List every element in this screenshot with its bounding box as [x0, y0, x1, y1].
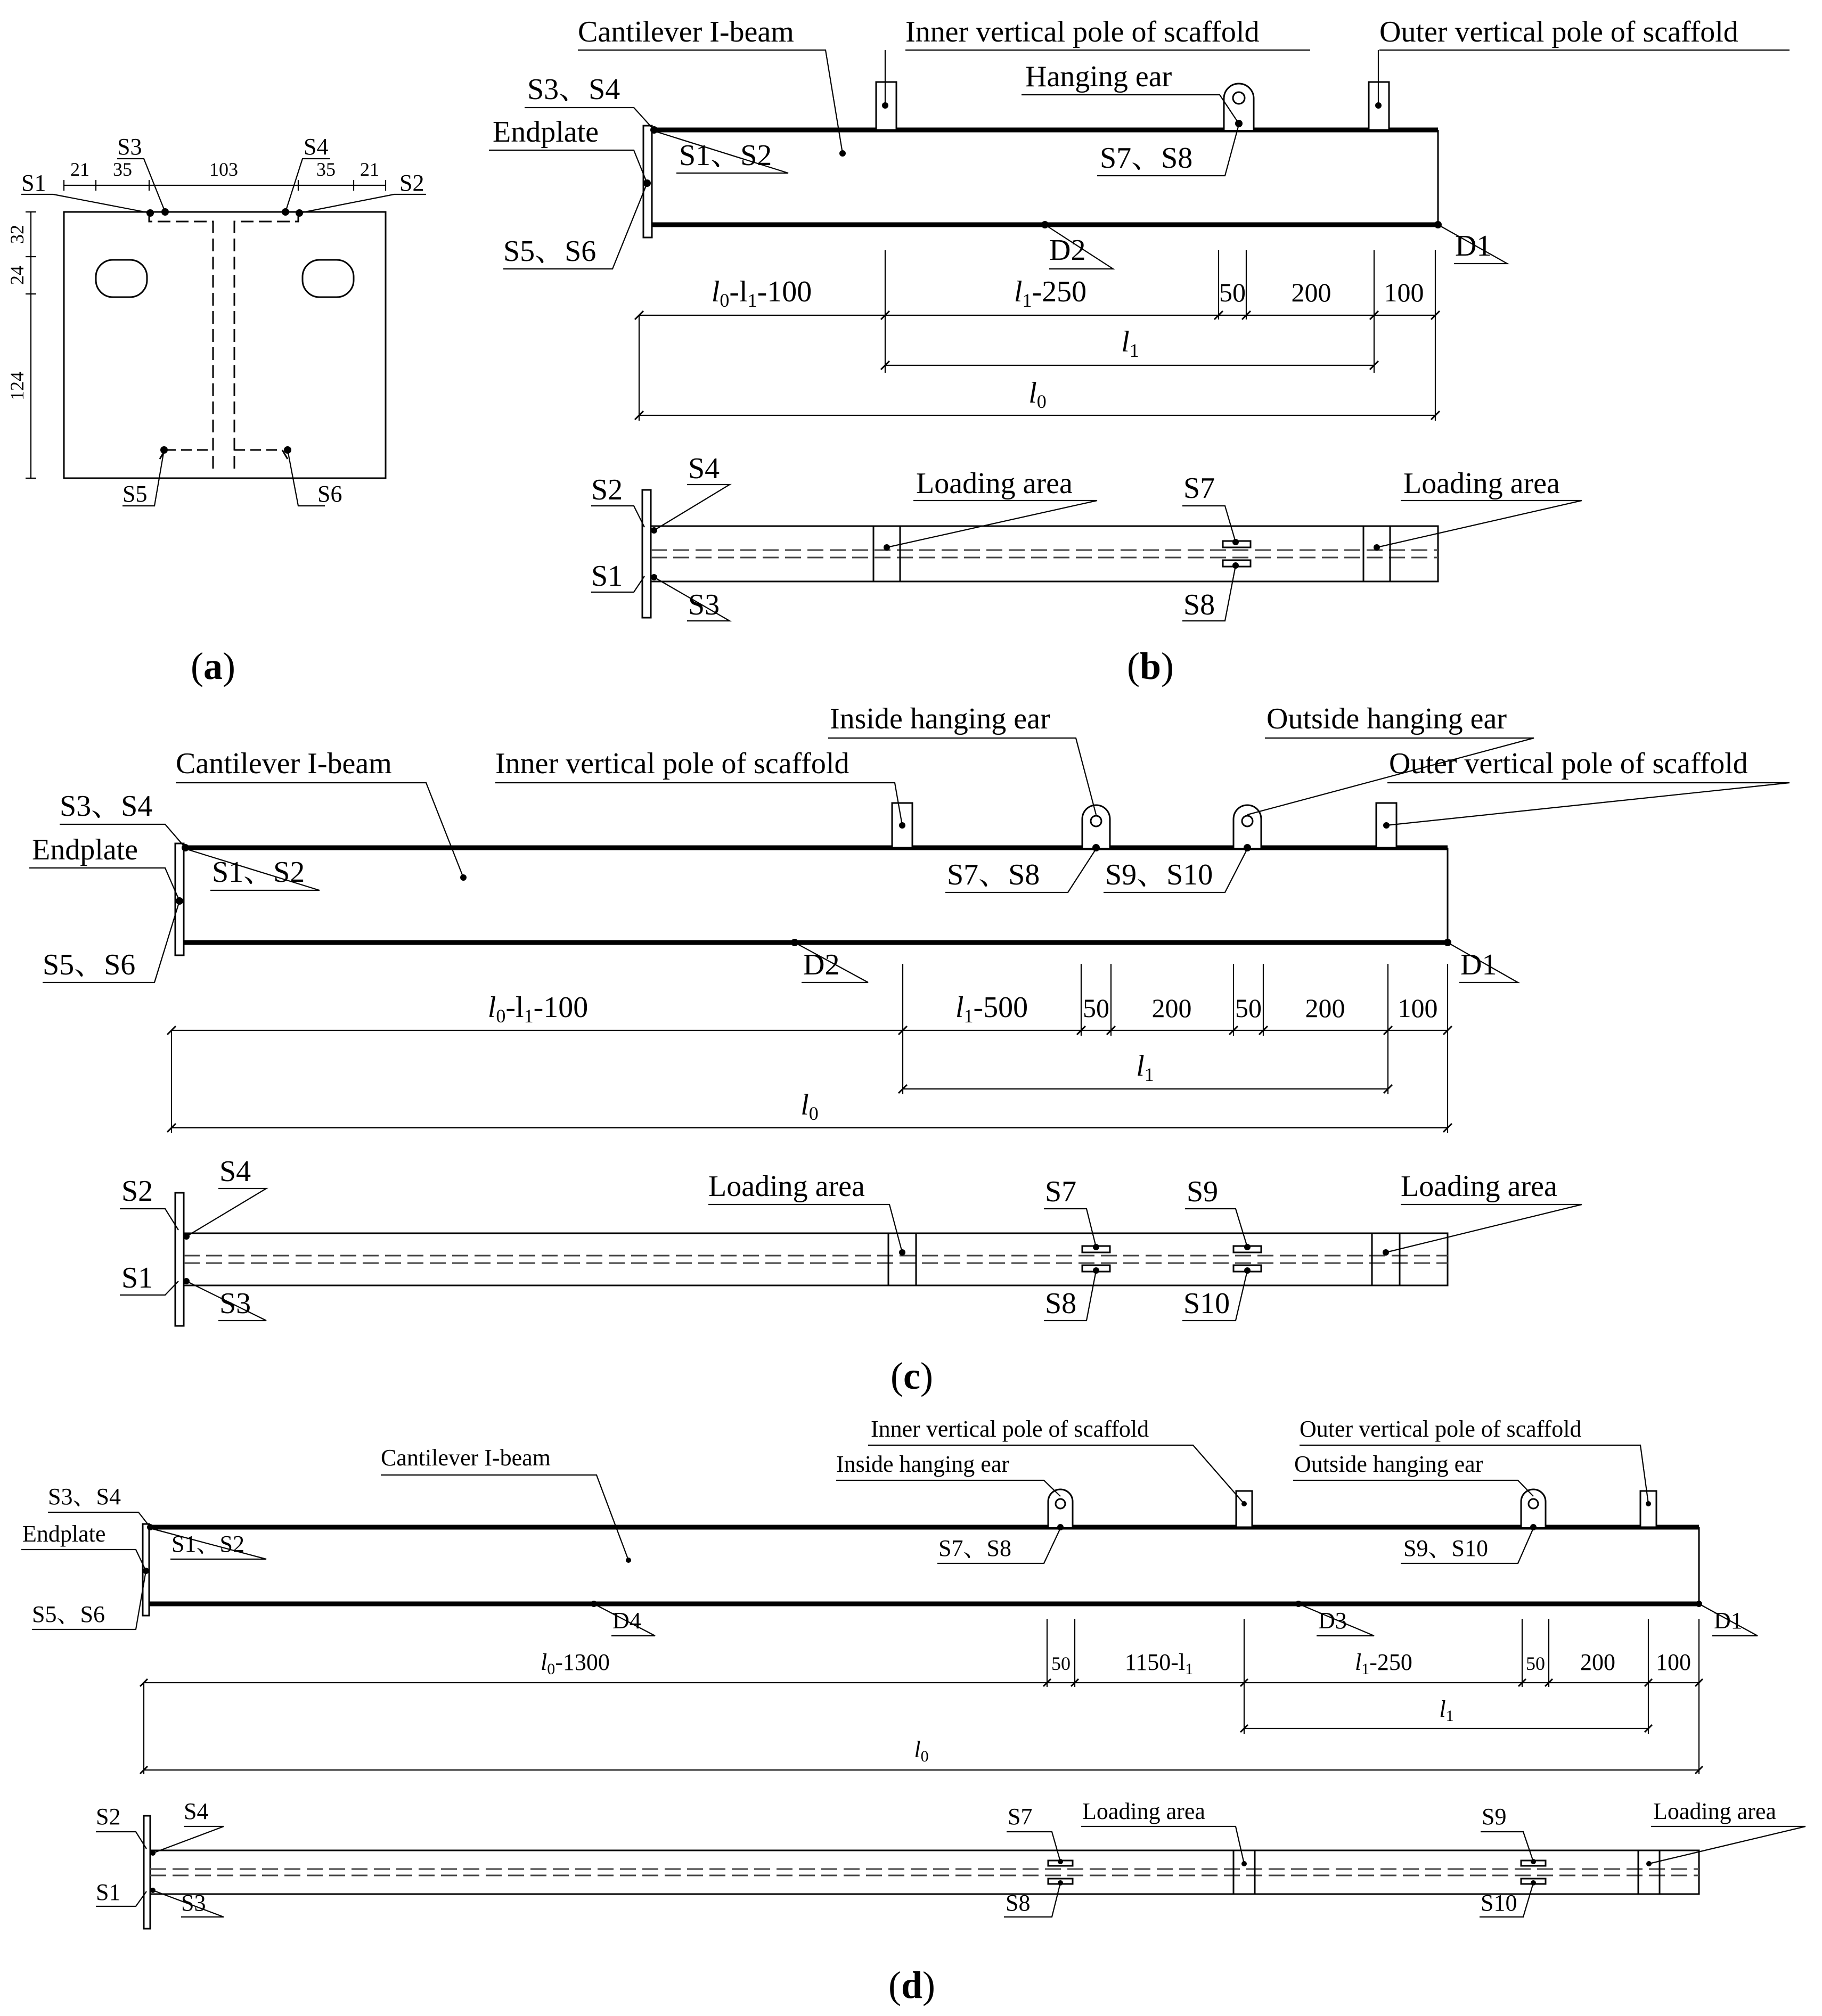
panel-b-loading-area-1 [873, 526, 900, 581]
panel-a-dim-124: 124 [6, 372, 28, 400]
panel-a-web-right [234, 212, 298, 469]
panel-b-plan-label-load2: Loading area [1403, 467, 1560, 500]
panel-c-label-d1: D1 [1460, 948, 1497, 981]
panel-c-label-outside-ear: Outside hanging ear [1267, 702, 1507, 735]
panel-c-plan-label-s7: S7 [1045, 1175, 1077, 1208]
panel-b-plan-label-s4: S4 [688, 452, 720, 485]
panel-d-label-beam: Cantilever I-beam [381, 1445, 551, 1471]
panel-b-dim-50: 50 [1219, 277, 1246, 307]
panel-d-label-endplate: Endplate [22, 1521, 106, 1547]
panel-b-label-d1: D1 [1455, 230, 1492, 263]
panel-d-plan-label-s3: S3 [181, 1890, 206, 1916]
panel-d-label-s56: S5、S6 [32, 1601, 105, 1627]
panel-d-plan-label-s1: S1 [96, 1879, 121, 1905]
panel-c-leader-outer-pole [1386, 783, 1790, 825]
panel-d-leader-beam [381, 1475, 628, 1560]
panel-d-dim-50b: 50 [1526, 1653, 1545, 1674]
panel-b-plan-leader-s4 [654, 485, 730, 530]
panel-b-label-s56: S5、S6 [503, 235, 597, 268]
panel-a-dim-21-right: 21 [360, 159, 379, 180]
panel-a-label-s5: S5 [122, 481, 148, 507]
panel-b-label-outer-pole: Outer vertical pole of scaffold [1379, 15, 1738, 48]
panel-c-label-s34: S3、S4 [60, 790, 153, 823]
panel-b-label-ear: Hanging ear [1025, 60, 1172, 93]
panel-d-plan [96, 1798, 1805, 2006]
panel-c-label-s12: S1、S2 [212, 856, 305, 889]
panel-b-plan-label-s3: S3 [688, 588, 720, 621]
panel-c-point-s78 [1092, 844, 1100, 851]
panel-d-label-outside-ear: Outside hanging ear [1294, 1451, 1483, 1477]
panel-c-plan-leader-load2 [1386, 1204, 1582, 1252]
panel-d-plan-label-load2: Loading area [1653, 1798, 1776, 1824]
panel-c-plan-label-s2: S2 [121, 1175, 153, 1208]
panel-c-dim-l0: l0 [800, 1088, 819, 1124]
panel-b-plan [591, 452, 1582, 687]
panel-c-plan-leader-s9 [1185, 1209, 1247, 1247]
panel-c-plan-label-load1: Loading area [708, 1170, 865, 1203]
panel-c-label-d2: D2 [803, 948, 840, 981]
panel-d-plan-outline [150, 1850, 1699, 1894]
panel-a-hole-left [96, 260, 147, 297]
panel-b-label-s78: S7、S8 [1100, 142, 1193, 175]
panel-d-label-d4: D4 [612, 1608, 641, 1634]
panel-b-plan-label-s7: S7 [1183, 472, 1215, 505]
panel-b-dim-100: 100 [1384, 277, 1424, 307]
panel-d-label-d3: D3 [1318, 1608, 1347, 1634]
panel-c-plan-label-s3: S3 [219, 1287, 251, 1320]
panel-d-dim-seg1: l0-1300 [541, 1649, 610, 1678]
panel-c-plan-endplate [175, 1193, 184, 1326]
panel-c-label-inner-pole: Inner vertical pole of scaffold [495, 747, 849, 780]
panel-c-point-s910 [1244, 844, 1251, 851]
panel-d-plan-leader-s7 [1007, 1832, 1060, 1862]
panel-c-dim-50a: 50 [1083, 993, 1109, 1023]
panel-c-plan-outline [184, 1233, 1448, 1285]
panel-c-label-inside-ear: Inside hanging ear [830, 702, 1050, 735]
panel-d-leader-outside-ear [1293, 1480, 1533, 1496]
panel-b-label-endplate: Endplate [493, 116, 599, 149]
panel-b-dim-l1: l1 [1121, 325, 1139, 361]
panel-b-plan-label-s1: S1 [591, 560, 623, 593]
panel-a-caption: (a) [191, 645, 235, 687]
panel-c-loading-area-2 [1372, 1233, 1400, 1285]
panel-a-leader-s2 [299, 194, 426, 213]
panel-c-plan-leader-s7 [1044, 1209, 1096, 1247]
panel-d-plan-label-s10: S10 [1481, 1890, 1517, 1916]
panel-b-dim-seg2: l1-250 [1014, 275, 1087, 311]
panel-d-label-s12: S1、S2 [171, 1531, 244, 1557]
panel-d-leader-inside-ear [836, 1480, 1060, 1496]
panel-b-plan-leader-s7 [1182, 506, 1236, 542]
panel-d-plan-leader-s9 [1481, 1832, 1533, 1862]
panel-a-dim-32: 32 [6, 225, 28, 244]
panel-b-dim-200: 200 [1291, 277, 1331, 307]
panel-d-plan-label-s7: S7 [1008, 1804, 1033, 1830]
panel-a-section [6, 134, 426, 687]
panel-b-leader-outer-pole [1378, 50, 1790, 105]
panel-b-plan-endplate [642, 490, 651, 618]
panel-a-web-left [149, 212, 213, 469]
panel-d-label-s910: S9、S10 [1403, 1535, 1488, 1561]
panel-d-dim-l0: l0 [914, 1736, 929, 1765]
panel-b-label-s34: S3、S4 [527, 73, 620, 106]
panel-c-dim-l1: l1 [1136, 1050, 1154, 1085]
panel-d-dim-seg4: l1-250 [1355, 1649, 1412, 1678]
panel-b-plan-leader-s2 [591, 506, 644, 527]
panel-a-label-s4: S4 [304, 134, 329, 160]
panel-c-plan-label-load2: Loading area [1401, 1170, 1557, 1203]
panel-a-dim-35-left: 35 [113, 159, 132, 180]
panel-d-label-inside-ear: Inside hanging ear [836, 1451, 1009, 1477]
panel-c-elevation [29, 702, 1790, 1133]
panel-d-plan-leader-load1 [1081, 1826, 1244, 1864]
panel-c-dim-200b: 200 [1305, 993, 1345, 1023]
panel-c-label-s78: S7、S8 [947, 858, 1040, 891]
panel-a-bottom-flange [160, 450, 288, 459]
panel-a-outline [64, 212, 386, 478]
panel-b-loading-area-2 [1363, 526, 1390, 581]
panel-d-plan-label-s9: S9 [1482, 1804, 1507, 1830]
panel-b-caption: (b) [1126, 645, 1174, 687]
panel-b-plan-label-load1: Loading area [916, 467, 1073, 500]
panel-d-plan-leader-load2 [1649, 1826, 1805, 1864]
panel-c-dim-200a: 200 [1151, 993, 1192, 1023]
panel-c-caption: (c) [890, 1355, 933, 1397]
panel-c-plan-label-s9: S9 [1187, 1175, 1219, 1208]
panel-c-plan-label-s1: S1 [121, 1261, 153, 1294]
panel-a-label-s2: S2 [399, 170, 424, 196]
panel-c-dim-seg1: l0-l1-100 [487, 991, 589, 1027]
panel-d-label-inner-pole: Inner vertical pole of scaffold [871, 1416, 1149, 1442]
panel-c-plan-label-s10: S10 [1183, 1287, 1230, 1320]
panel-b-dim-l0: l0 [1028, 376, 1047, 412]
panel-d-plan-leader-s4 [153, 1826, 224, 1853]
panel-c-label-beam: Cantilever I-beam [176, 747, 392, 780]
panel-b-plan-label-s8: S8 [1183, 588, 1215, 621]
panel-d-inner-pole [1236, 1491, 1252, 1527]
panel-d-plan-label-load1: Loading area [1082, 1798, 1205, 1824]
panel-a-leader-s1 [21, 194, 150, 213]
panel-d-plan-label-s8: S8 [1006, 1890, 1031, 1916]
panel-d-dim-100: 100 [1656, 1649, 1691, 1675]
panel-a-label-s6: S6 [317, 481, 342, 507]
panel-a-dim-24: 24 [6, 266, 28, 285]
panel-c-label-endplate: Endplate [32, 833, 138, 866]
panel-d-leader-endplate [21, 1550, 146, 1571]
panel-a-dim-35-right: 35 [316, 159, 336, 180]
panel-a-dim-103: 103 [209, 159, 238, 180]
panel-c-leader-inner-pole [495, 783, 902, 825]
panel-b-label-s12: S1、S2 [679, 139, 772, 172]
panel-c-leader-endplate [29, 868, 179, 901]
panel-b-label-inner-pole: Inner vertical pole of scaffold [905, 15, 1260, 48]
panel-d-dim-200: 200 [1580, 1649, 1615, 1675]
panel-d-dim-l1: l1 [1439, 1696, 1454, 1725]
panel-c-plan-label-s4: S4 [219, 1155, 251, 1188]
panel-d-plan-endplate [144, 1816, 150, 1929]
panel-a-hole-right [303, 260, 354, 297]
panel-c-dim-100: 100 [1398, 993, 1438, 1023]
panel-d-label-d1: D1 [1714, 1608, 1743, 1634]
panel-d-plan-leader-s2 [96, 1832, 146, 1849]
panel-b-leader-ear [1022, 95, 1239, 124]
panel-b-leader-endplate [489, 150, 647, 183]
panel-d-dim-50a: 50 [1051, 1653, 1071, 1674]
panel-b-plan-leader-load1 [887, 501, 1097, 547]
panel-c-label-s910: S9、S10 [1105, 858, 1213, 891]
panel-c-plan-leader-s2 [120, 1209, 178, 1230]
panel-d-loading-area-2 [1638, 1850, 1660, 1894]
panel-b-plan-leader-load2 [1377, 501, 1582, 547]
panel-c-loading-area-1 [888, 1233, 916, 1285]
panel-d-plan-label-s2: S2 [96, 1804, 121, 1830]
panel-c-plan-leader-load1 [708, 1204, 902, 1252]
panel-c-dim-seg2: l1-500 [955, 991, 1028, 1027]
panel-c-plan-leader-s4 [186, 1189, 266, 1236]
panel-d-label-s34: S3、S4 [48, 1484, 121, 1510]
panel-d-outer-pole [1640, 1491, 1656, 1527]
panel-d-loading-area-1 [1233, 1850, 1255, 1894]
panel-b-plan-outline [651, 526, 1438, 581]
panel-c-dim-50b: 50 [1235, 993, 1262, 1023]
panel-d-label-s78: S7、S8 [938, 1535, 1011, 1561]
panel-c-plan-label-s8: S8 [1045, 1287, 1077, 1320]
panel-b-plan-label-s2: S2 [591, 473, 623, 506]
panel-a-label-s1: S1 [21, 170, 46, 196]
panel-c-leader-inside-ear [828, 738, 1096, 815]
panel-b-dim-seg1: l0-l1-100 [711, 275, 812, 311]
panel-c-label-s56: S5、S6 [43, 948, 136, 981]
panel-b-label-beam: Cantilever I-beam [578, 15, 794, 48]
panel-d-elevation [21, 1416, 1758, 1774]
panel-c-label-outer-pole: Outer vertical pole of scaffold [1389, 747, 1748, 780]
panel-d-dim-seg3: 1150-l1 [1124, 1649, 1194, 1678]
panel-d-plan-label-s4: S4 [184, 1798, 209, 1824]
panel-b-elevation [489, 15, 1790, 421]
panel-a-label-s3: S3 [117, 134, 142, 160]
panel-c-plan [120, 1155, 1582, 1397]
panel-d-label-outer-pole: Outer vertical pole of scaffold [1300, 1416, 1582, 1442]
panel-b-label-d2: D2 [1049, 234, 1086, 267]
panel-a-dim-21-left: 21 [70, 159, 89, 180]
panel-d-caption: (d) [888, 1964, 936, 2006]
